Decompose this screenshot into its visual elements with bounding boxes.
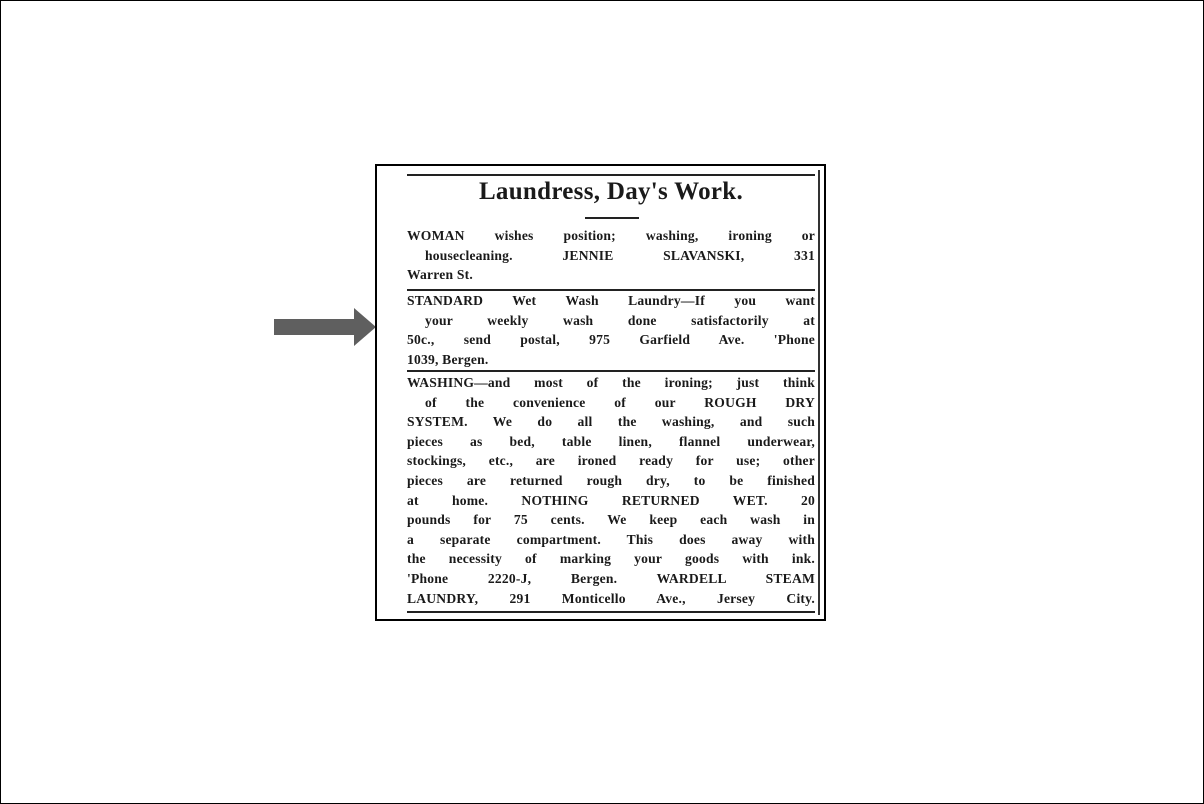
ad-line: WOMAN wishes position; washing, ironing or (407, 228, 815, 243)
ad-line: SYSTEM. We do all the washing, and such (407, 414, 815, 430)
ad-line: of the convenience of our ROUGH DRY (425, 394, 815, 410)
ad-line: Warren St. (407, 267, 473, 283)
ad-line: at home. NOTHING RETURNED WET. 20 (407, 492, 815, 508)
ad-line: STANDARD Wet Wash Laundry—If you want (407, 293, 815, 308)
bottom-rule (407, 611, 815, 613)
newspaper-clipping (375, 164, 826, 621)
column-rule (818, 170, 820, 615)
ad-line: pounds for 75 cents. We keep each wash in (407, 512, 815, 528)
column-heading: Laundress, Day's Work. (478, 178, 744, 205)
ad-line: 1039, Bergen. (407, 351, 489, 367)
heading-divider (585, 217, 639, 219)
ad-line: a separate compartment. This does away with (407, 531, 815, 547)
classified-ad-washing (407, 373, 815, 608)
top-rule (407, 174, 815, 176)
ad-line: pieces are returned rough dry, to be finished (407, 472, 815, 488)
ad-divider (407, 370, 815, 372)
classified-ad-woman (407, 226, 815, 285)
classified-ad-standard (407, 291, 815, 369)
ad-line: stockings, etc., are ironed ready for use; other (407, 453, 815, 469)
right-arrow-icon (274, 308, 376, 346)
ad-line: your weekly wash done satisfactorily at (425, 312, 815, 328)
ad-line: 'Phone 2220-J, Bergen. WARDELL STEAM (407, 570, 815, 586)
ad-line: 50c., send postal, 975 Garfield Ave. 'Phone (407, 332, 815, 348)
ad-line: LAUNDRY, 291 Monticello Ave., Jersey City. (407, 590, 815, 606)
ad-line: the necessity of marking your goods with ink. (407, 551, 815, 567)
ad-line: WASHING—and most of the ironing; just think (407, 375, 815, 390)
ad-line: housecleaning. JENNIE SLAVANSKI, 331 (425, 247, 815, 263)
ad-line: pieces as bed, table linen, flannel underwear, (407, 433, 815, 449)
